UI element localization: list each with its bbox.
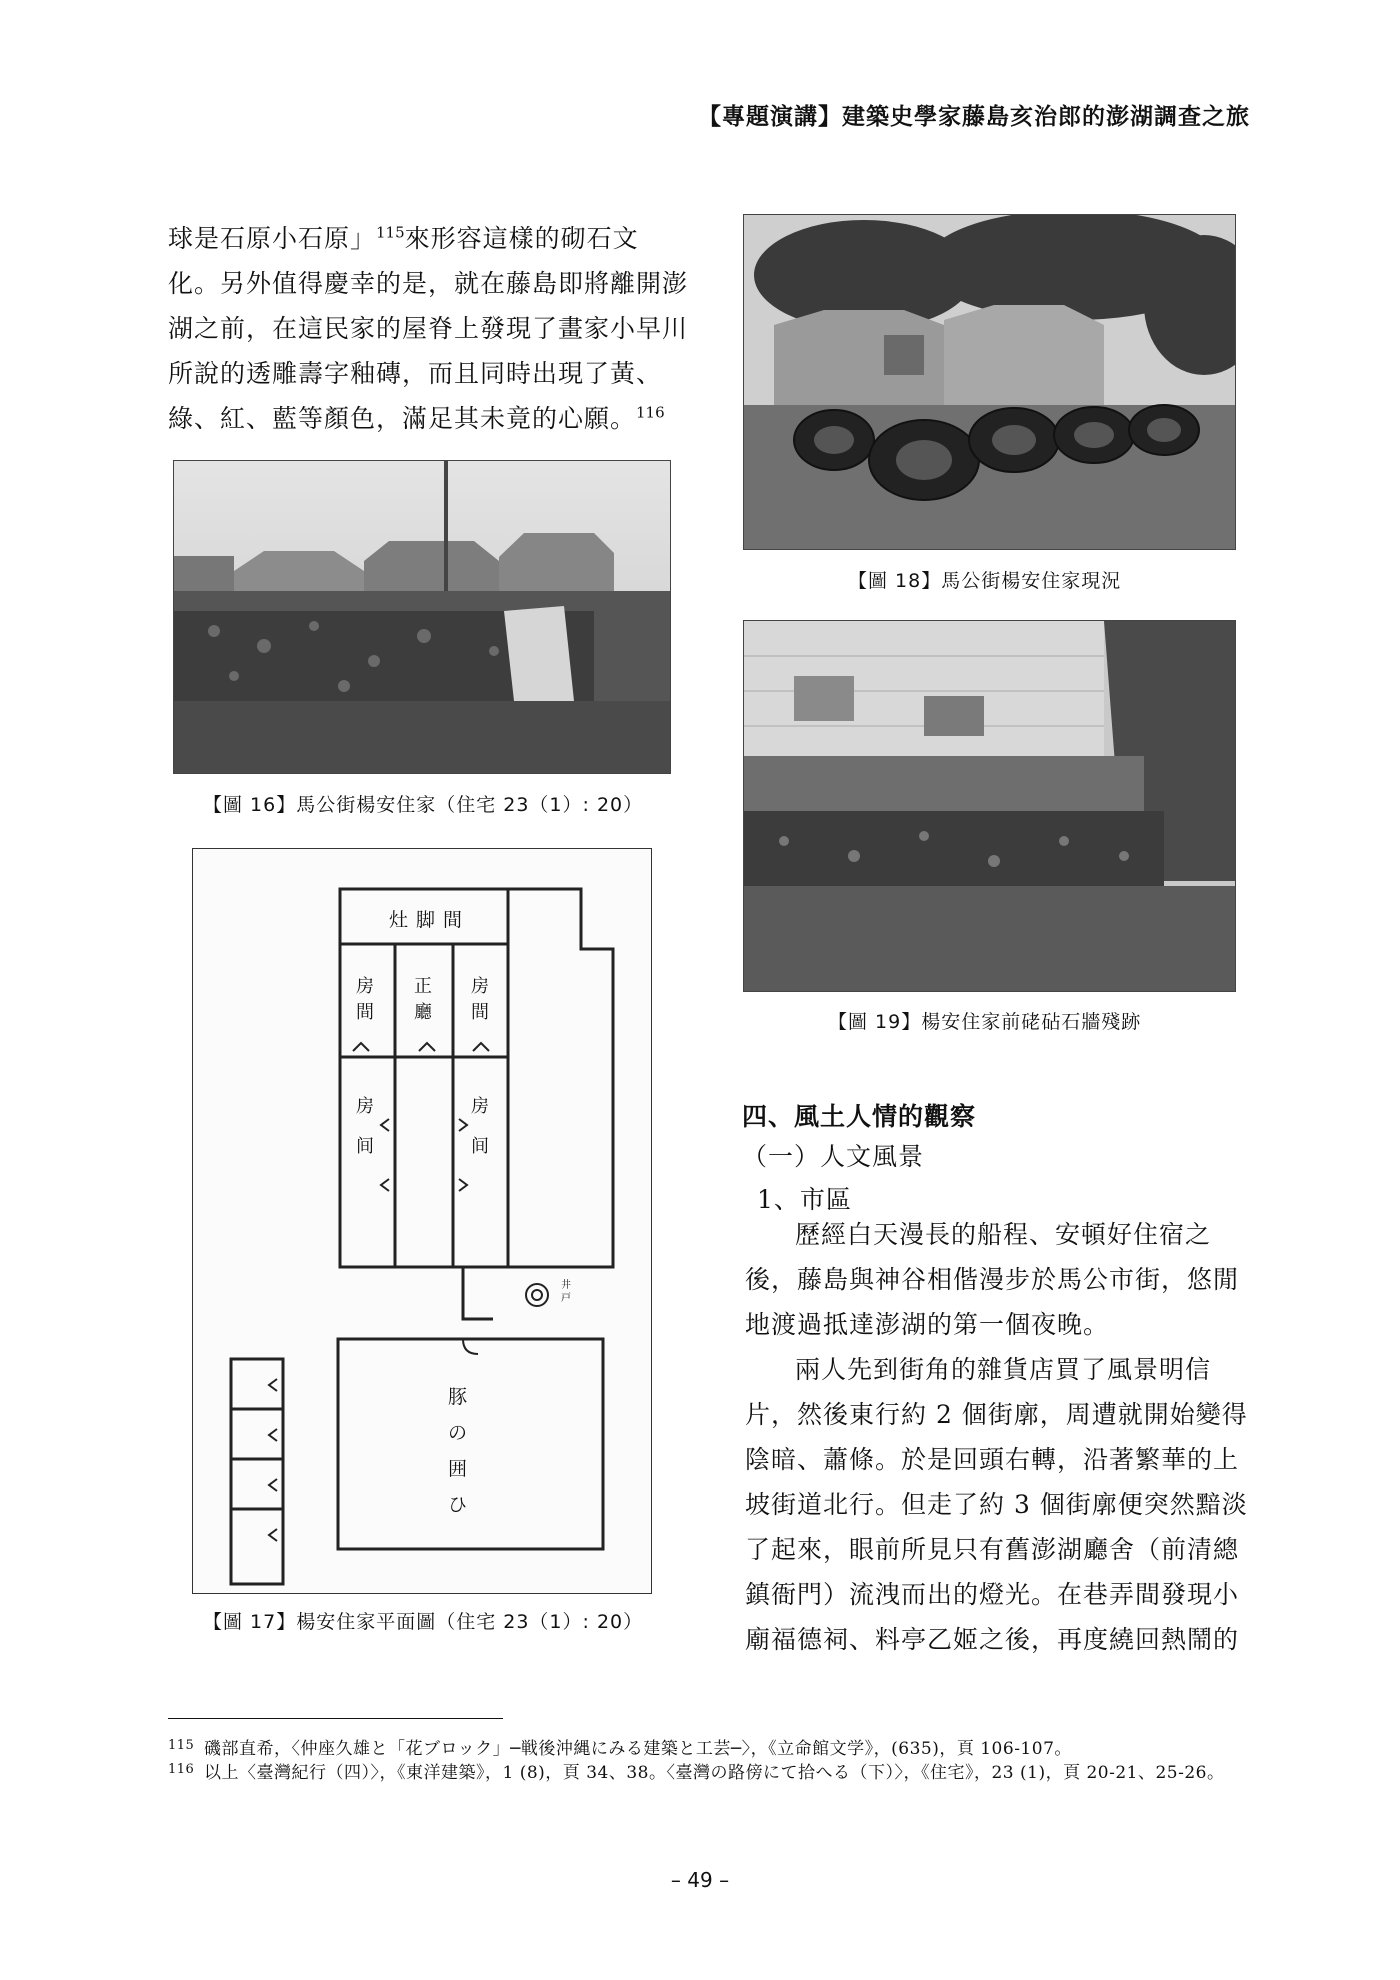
tires-house-photo-illustration — [744, 215, 1235, 549]
figure-16-photo — [173, 460, 671, 774]
intro-text-1: 球是石原小石原」 — [168, 224, 377, 253]
footnote-text: 磯部直希，〈仲座久雄と「花ブロック」─戦後沖縄にみる建築と工芸─〉，《立命館文学》，(635)，頁 106-107。 — [204, 1739, 1072, 1759]
plan-label-hall: 正廳 — [414, 976, 432, 1023]
coral-wall-photo-illustration — [744, 621, 1235, 991]
figure-18-photo — [743, 214, 1236, 550]
intro-text-2: 來形容這樣的砌石文化。另外值得慶幸的是，就在藤島即將離開澎湖之前，在這民家的屋脊上發現了畫家小早川所說的透雕壽字釉磚，而且同時出現了黃、綠、紅、藍等顏色，滿足其未竟的心願。 — [168, 224, 689, 433]
footnote-116 — [168, 1761, 1258, 1785]
plan-label-well: 井戸 — [561, 1280, 571, 1304]
page-number: – 49 – — [670, 1868, 730, 1892]
plan-label-room-left-bottom: 房间 — [356, 1096, 374, 1157]
section-heading: 四、風土人情的觀察 — [742, 1102, 977, 1131]
footnote-divider — [168, 1718, 503, 1719]
old-house-photo-illustration — [174, 461, 670, 773]
figure-16-caption: 【圖 16】馬公街楊安住家（住宅 23（1）: 20） — [203, 794, 644, 816]
footnote-ref-116[interactable]: 116 — [636, 403, 665, 422]
subsection-heading: （一）人文風景 — [742, 1142, 925, 1171]
plan-label-room-left-top: 房間 — [356, 976, 374, 1023]
figure-17-floor-plan — [192, 848, 652, 1594]
footnote-text: 以上〈臺灣紀行（四）〉，《東洋建築》，1 (8)，頁 34、38。〈臺灣の路傍にて拾へる（下）〉，《住宅》，23 (1)，頁 20-21、25-26。 — [204, 1763, 1225, 1783]
figure-19-photo — [743, 620, 1236, 992]
plan-label-pigpen: 豚の囲ひ — [448, 1386, 468, 1516]
plan-label-kitchen: 灶脚間 — [389, 909, 471, 931]
subsubsection-heading: 1、市區 — [757, 1185, 852, 1214]
plan-label-room-right-bottom: 房间 — [471, 1096, 489, 1157]
plan-label-room-right-top: 房間 — [471, 976, 489, 1023]
figure-17-caption: 【圖 17】楊安住家平面圖（住宅 23（1）: 20） — [203, 1611, 644, 1633]
intro-paragraph-block — [168, 216, 688, 441]
section-paragraph: 兩人先到街角的雜貨店買了風景明信片，然後東行約 2 個街廓，周遭就開始變得陰暗、蕭條。於是回頭右轉，沿著繁華的上坡街道北行。但走了約 3 個街廓便突然黯淡了起來，眼前所見只有舊澎湖廳舍（前清總鎮衙門）流洩而出的燈光。在巷弄間發現小廟福德祠、料亭乙姬之後，再度繞回熱鬧的 — [745, 1355, 1248, 1654]
footnote-115 — [168, 1737, 1258, 1761]
section-body — [745, 1212, 1255, 1662]
running-header: 【專題演講】建築史學家藤島亥治郎的澎湖調查之旅 — [698, 104, 1250, 130]
footnote-number: 116 — [168, 1762, 195, 1777]
figure-18-caption: 【圖 18】馬公街楊安住家現況 — [848, 570, 1122, 592]
intro-paragraph — [168, 216, 688, 441]
figure-19-caption: 【圖 19】楊安住家前硓砧石牆殘跡 — [828, 1011, 1142, 1033]
section-paragraph: 歷經白天漫長的船程、安頓好住宿之後，藤島與神谷相偕漫步於馬公市街，悠閒地渡過抵達澎湖的第一個夜晚。 — [745, 1220, 1240, 1339]
footnote-ref-115[interactable]: 115 — [376, 223, 405, 242]
footnote-number: 115 — [168, 1738, 195, 1753]
floor-plan-drawing — [193, 849, 651, 1593]
